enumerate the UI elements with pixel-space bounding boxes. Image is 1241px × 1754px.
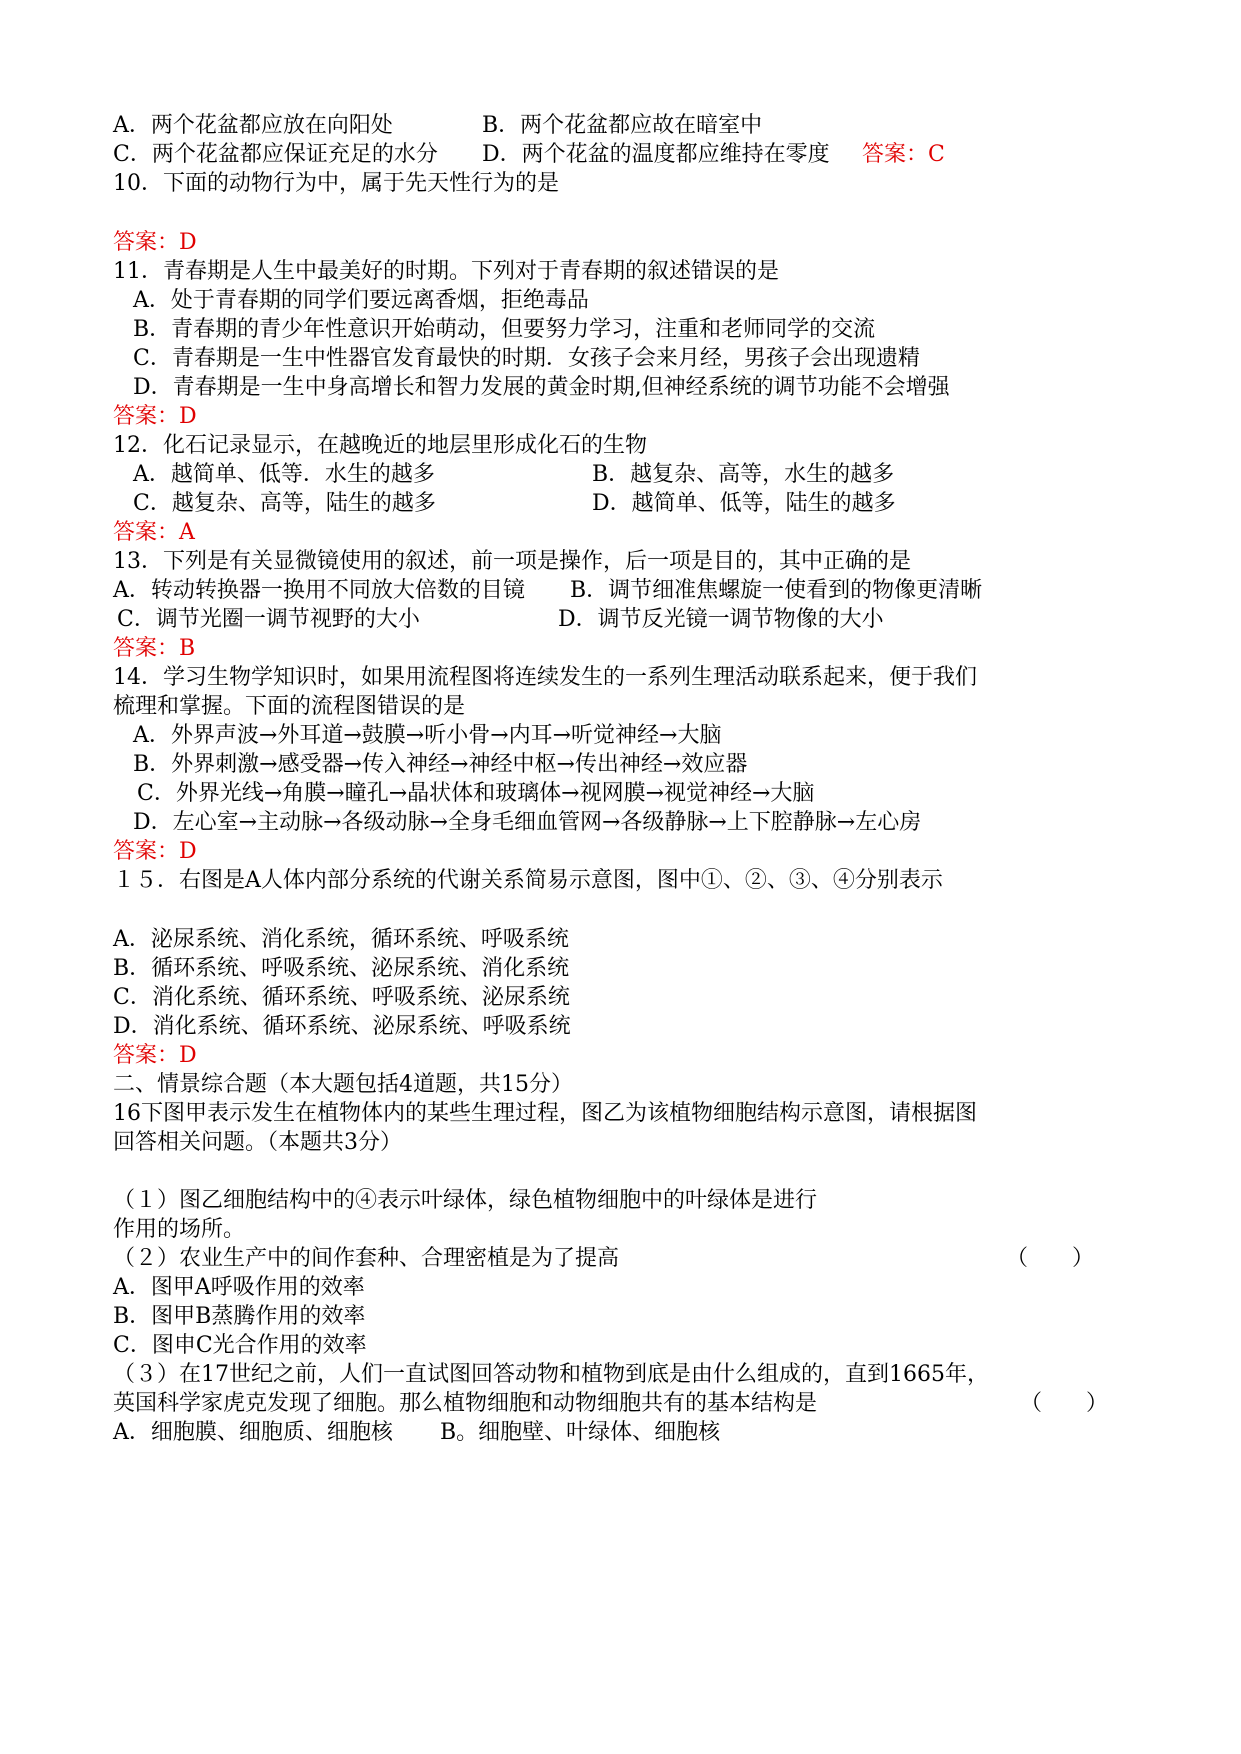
q14-option-c-text: C．外界光线→角膜→瞳孔→晶状体和玻璃体→视网膜→视觉神经→大脑 (137, 781, 815, 806)
q13-option-b: B．调节细准焦螺旋一使看到的物像更清晰 (570, 578, 983, 603)
q9-option-c: C．两个花盆都应保证充足的水分 (113, 142, 438, 167)
q12-option-c: C．越复杂、高等，陆生的越多 (133, 491, 436, 516)
q9-option-b: B．两个花盆都应故在暗室中 (482, 113, 763, 138)
q11-option-a-text: A．处于青春期的同学们要远离香烟，拒绝毒品 (133, 288, 589, 313)
q16-part3-text2: 英国科学家虎克发现了细胞。那么植物细胞和动物细胞共有的基本结构是 (113, 1391, 818, 1416)
q11-option-b-text: B．青春期的青少年性意识开始萌动，但要努力学习，注重和老师同学的交流 (133, 317, 876, 342)
q14-option-a-text: A．外界声波→外耳道→鼓膜→听小骨→内耳→听觉神经→大脑 (133, 723, 722, 748)
q16-part1-text2: 作用的场所。 (113, 1217, 246, 1242)
q11-option-c-text: C．青春期是一生中性器官发育最快的时期．女孩子会来月经，男孩子会出现遗精 (133, 346, 920, 371)
q16-part1-text1: （１）图乙细胞结构中的④表示叶绿体，绿色植物细胞中的叶绿体是进行 (113, 1188, 818, 1213)
q15-option-b-text: B．循环系统、呼吸系统、泌尿系统、消化系统 (113, 956, 570, 981)
q12-option-d: D．越简单、低等，陆生的越多 (592, 491, 896, 516)
q16-part2-text: （２）农业生产中的间作套种、合理密植是为了提高 (113, 1246, 620, 1271)
q12-answer-text: 答案：A (113, 520, 195, 545)
q16-part3-text1: （３）在17世纪之前，人们一直试图回答动物和植物到底是由什么组成的，直到1665年， (113, 1362, 989, 1387)
q16-part3-option-b: B。细胞壁、叶绿体、细胞核 (440, 1420, 721, 1445)
q16-part2-option-c-text: C．图申C光合作用的效率 (113, 1333, 367, 1358)
q10-answer-text: 答案：D (113, 230, 197, 255)
q15-option-d-text: D．消化系统、循环系统、泌尿系统、呼吸系统 (113, 1014, 571, 1039)
q11-stem-text: 11．青春期是人生中最美好的时期。下列对于青春期的叙述错误的是 (113, 259, 779, 284)
q16-stem-text2: 回答相关问题。（本题共3分） (113, 1130, 402, 1155)
q15-option-a-text: A．泌尿系统、消化系统，循环系统、呼吸系统 (113, 927, 569, 952)
q13-answer-text: 答案：B (113, 636, 196, 661)
q16-part3-option-a: A．细胞膜、细胞质、细胞核 (113, 1420, 393, 1445)
q15-stem-text: １５．右图是A人体内部分系统的代谢关系简易示意图，图中①、②、③、④分别表示 (113, 868, 943, 893)
q16-part2-option-b-text: B．图甲B蒸腾作用的效率 (113, 1304, 366, 1329)
q11-option-d-text: D．青春期是一生中身高增长和智力发展的黄金时期,但神经系统的调节功能不会增强 (133, 375, 950, 400)
q15-answer-text: 答案：D (113, 1043, 197, 1068)
q14-stem-text1: 14．学习生物学知识时，如果用流程图将连续发生的一系列生理活动联系起来，便于我们 (113, 665, 977, 690)
q16-stem-text1: 16下图甲表示发生在植物体内的某些生理过程，图乙为该植物细胞结构示意图，请根据图 (113, 1101, 977, 1126)
q9-answer: 答案：C (862, 142, 945, 167)
q9-option-d: D．两个花盆的温度都应维持在零度 (482, 142, 830, 167)
q16-part3-answer-blank: （ ） (1020, 1391, 1109, 1416)
q13-stem-text: 13．下列是有关显微镜使用的叙述，前一项是操作，后一项是目的，其中正确的是 (113, 549, 911, 574)
q16-part2-answer-blank: （ ） (1006, 1246, 1095, 1271)
q15-option-c-text: C．消化系统、循环系统、呼吸系统、泌尿系统 (113, 985, 570, 1010)
q9-option-a: A．两个花盆都应放在向阳处 (113, 113, 393, 138)
q14-answer-text: 答案：D (113, 839, 197, 864)
q14-option-b-text: B．外界刺激→感受器→传入神经→神经中枢→传出神经→效应器 (133, 752, 748, 777)
q12-stem-text: 12．化石记录显示，在越晚近的地层里形成化石的生物 (113, 433, 647, 458)
q13-option-a: A．转动转换器一换用不同放大倍数的目镜 (113, 578, 525, 603)
q11-answer-text: 答案：D (113, 404, 197, 429)
q12-option-a: A．越简单、低等．水生的越多 (133, 462, 435, 487)
q12-option-b: B．越复杂、高等，水生的越多 (592, 462, 895, 487)
q14-option-d-text: D．左心室→主动脉→各级动脉→全身毛细血管网→各级静脉→上下腔静脉→左心房 (133, 810, 922, 835)
q13-option-d: D．调节反光镜一调节物像的大小 (558, 607, 884, 632)
q13-option-c: C．调节光圈一调节视野的大小 (117, 607, 420, 632)
q14-stem-text2: 梳理和掌握。下面的流程图错误的是 (113, 694, 466, 719)
q10-stem-text: 10．下面的动物行为中，属于先天性行为的是 (113, 171, 559, 196)
section2-title-text: 二、情景综合题（本大题包括4道题，共15分） (113, 1072, 573, 1097)
q16-part2-option-a-text: A．图甲A呼吸作用的效率 (113, 1275, 365, 1300)
